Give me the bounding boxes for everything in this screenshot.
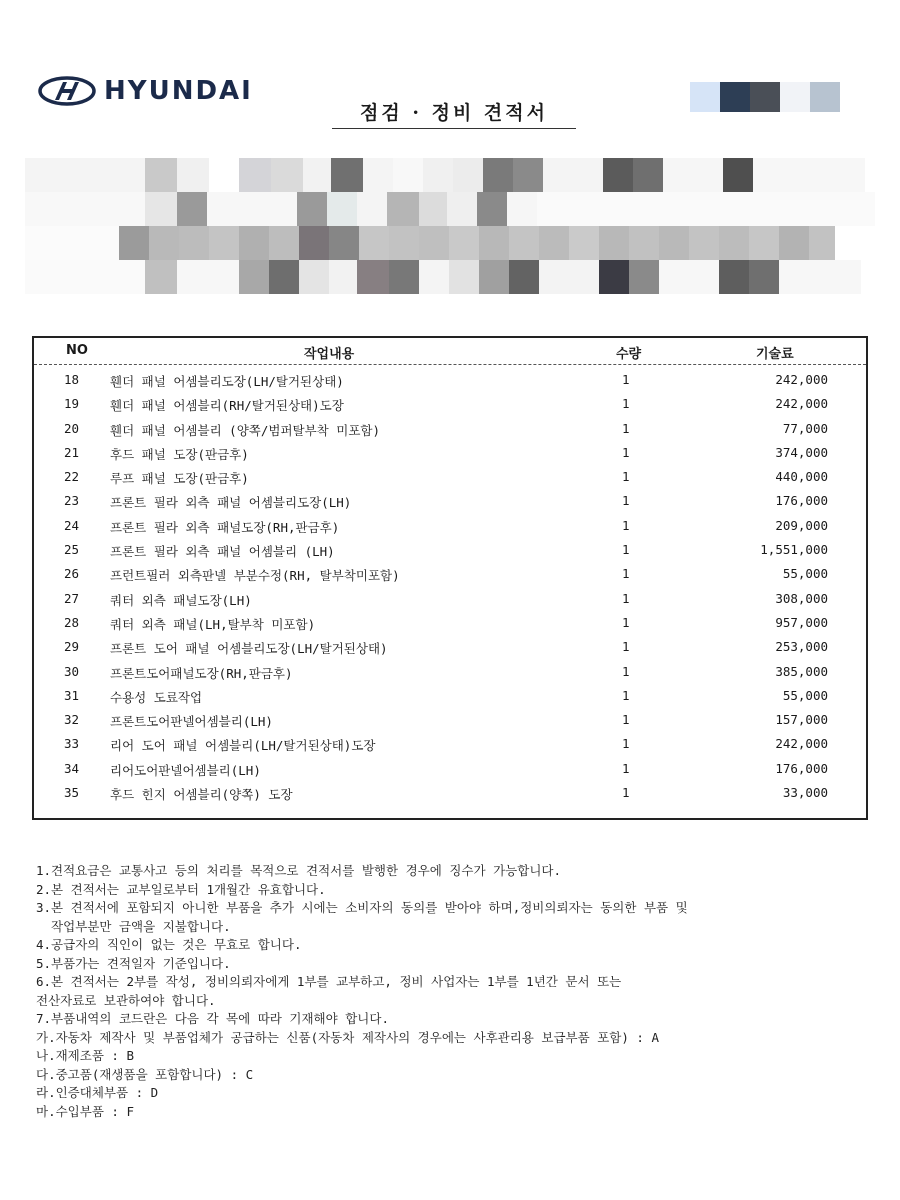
row-fee: 385,000: [775, 663, 828, 679]
row-quantity: 1: [622, 760, 630, 776]
table-row: [34, 708, 866, 732]
row-quantity: 1: [622, 444, 630, 460]
row-fee: 55,000: [782, 687, 828, 703]
row-no: 32: [64, 712, 80, 728]
table-row: [34, 732, 866, 756]
row-no: 25: [64, 542, 80, 558]
row-no: 18: [64, 372, 80, 387]
row-no: 35: [64, 785, 80, 801]
table-row: [34, 392, 866, 416]
row-quantity: 1: [622, 372, 630, 387]
row-description: 후드 힌지 어셈블리(양쪽) 도장: [110, 787, 293, 803]
row-description: 리어도어판넬어셈블리(LH): [110, 762, 261, 778]
note-line: 7.부품내역의 코드란은 다음 각 목에 따라 기재해야 합니다.: [36, 1011, 389, 1026]
row-quantity: 1: [622, 736, 630, 752]
row-no: 23: [64, 493, 80, 509]
row-description: 쿼터 외측 패널(LH,탈부착 미포함): [110, 616, 316, 632]
row-quantity: 1: [622, 687, 630, 703]
table-row: [34, 489, 866, 513]
row-description: 휀더 패널 어셈블리 (양쪽/범퍼탈부착 미포함): [110, 422, 381, 438]
hyundai-emblem-icon: [38, 76, 96, 106]
header-no: NO: [66, 343, 88, 358]
row-no: 33: [64, 736, 80, 752]
note-line: 라.인증대체부품 : D: [36, 1085, 159, 1100]
row-no: 34: [64, 760, 80, 776]
table-row: [34, 514, 866, 538]
row-fee: 242,000: [775, 372, 828, 387]
row-description: 프론트 필라 외측 패널 어셈블리 (LH): [110, 544, 335, 560]
redacted-corner: [690, 82, 870, 112]
note-line: 마.수입부품 : F: [36, 1103, 135, 1119]
note-line: 가.자동차 제작사 및 부품업체가 공급하는 신품(자동차 제작사의 경우에는 사후관리용 보급부품 포함) : A: [36, 1029, 660, 1045]
header-description: 작업내용: [304, 347, 355, 362]
table-row: [34, 441, 866, 465]
note-line: 작업부분만 금액을 지불합니다.: [36, 918, 231, 934]
work-table: [32, 336, 868, 820]
row-no: 31: [64, 687, 80, 703]
row-quantity: 1: [622, 614, 630, 630]
row-description: 후드 패널 도장(판금후): [110, 446, 249, 462]
table-row: [34, 684, 866, 708]
row-fee: 77,000: [782, 420, 828, 436]
row-description: 휀더 패널 어셈블리도장(LH/탈거된상태): [110, 374, 344, 389]
row-description: 프론트 도어 패널 어셈블리도장(LH/탈거된상태): [110, 641, 388, 657]
row-quantity: 1: [622, 785, 630, 801]
row-description: 프론트도어판넬어셈블리(LH): [110, 714, 273, 730]
row-no: 24: [64, 517, 80, 533]
table-row: [34, 635, 866, 659]
row-no: 27: [64, 590, 80, 606]
row-fee: 55,000: [782, 566, 828, 582]
row-fee: 242,000: [775, 396, 828, 412]
note-line: 3.본 견적서에 포함되지 아니한 부품을 추가 시에는 소비자의 동의를 받아야 하며,정비의뢰자는 동의한 부품 및: [36, 900, 688, 915]
table-row: [34, 757, 866, 781]
header-fee: 기술료: [756, 347, 794, 362]
row-quantity: 1: [622, 517, 630, 533]
row-fee: 440,000: [775, 469, 828, 485]
row-description: 쿼터 외측 패널도장(LH): [110, 592, 252, 608]
row-quantity: 1: [622, 542, 630, 558]
row-fee: 242,000: [775, 736, 828, 752]
row-no: 29: [64, 639, 80, 655]
row-quantity: 1: [622, 566, 630, 582]
row-quantity: 1: [622, 493, 630, 509]
row-fee: 1,551,000: [760, 542, 828, 558]
row-fee: 209,000: [775, 517, 828, 533]
brand-name: HYUNDAI: [104, 76, 253, 106]
row-no: 22: [64, 469, 80, 485]
row-no: 19: [64, 396, 80, 412]
row-description: 프론트 필라 외측 패널 어셈블리도장(LH): [110, 495, 352, 511]
row-description: 프론트 필라 외측 패널도장(RH,판금후): [110, 519, 340, 535]
table-row: [34, 562, 866, 586]
row-quantity: 1: [622, 396, 630, 412]
note-line: 5.부품가는 견적일자 기준입니다.: [36, 955, 231, 971]
row-no: 21: [64, 444, 80, 460]
row-quantity: 1: [622, 663, 630, 679]
row-fee: 176,000: [775, 760, 828, 776]
table-header: [34, 338, 866, 365]
header-quantity: 수량: [616, 347, 642, 362]
note-line: 2.본 견적서는 교부일로부터 1개월간 유효합니다.: [36, 881, 326, 897]
note-line: 전산자료로 보관하여야 합니다.: [36, 992, 216, 1008]
row-fee: 308,000: [775, 590, 828, 606]
note-line: 다.중고품(재생품을 포함합니다) : C: [36, 1066, 254, 1082]
table-row: [34, 660, 866, 684]
row-fee: 374,000: [775, 444, 828, 460]
row-no: 30: [64, 663, 80, 679]
note-line: 4.공급자의 직인이 없는 것은 무효로 합니다.: [36, 937, 302, 952]
row-description: 프런트필러 외측판넬 부분수정(RH, 탈부착미포함): [110, 568, 400, 584]
terms-notes: [36, 862, 856, 1121]
note-line: 1.견적요금은 교통사고 등의 처리를 목적으로 견적서를 발행한 경우에 징수가 가능합니다.: [36, 863, 562, 878]
table-row: [34, 538, 866, 562]
row-fee: 253,000: [775, 639, 828, 655]
row-quantity: 1: [622, 590, 630, 606]
row-no: 28: [64, 614, 80, 630]
note-line: 나.재제조품 : B: [36, 1048, 135, 1063]
row-quantity: 1: [622, 420, 630, 436]
row-fee: 157,000: [775, 712, 828, 728]
row-description: 휀더 패널 어셈블리(RH/탈거된상태)도장: [110, 398, 344, 414]
table-row: [34, 368, 866, 392]
note-line: 6.본 견적서는 2부를 작성, 정비의뢰자에게 1부를 교부하고, 정비 사업자는 1부를 1년간 문서 또는: [36, 974, 622, 989]
row-fee: 176,000: [775, 493, 828, 509]
row-no: 20: [64, 420, 80, 436]
redacted-info: [25, 146, 875, 300]
table-row: [34, 781, 866, 805]
row-description: 프론트도어패널도장(RH,판금후): [110, 665, 293, 681]
row-description: 리어 도어 패널 어셈블리(LH/탈거된상태)도장: [110, 738, 376, 754]
table-row: [34, 587, 866, 611]
row-quantity: 1: [622, 639, 630, 655]
hyundai-logo: [38, 74, 258, 108]
table-body: [34, 368, 866, 805]
row-quantity: 1: [622, 712, 630, 728]
document-title: 점검 · 정비 견적서: [332, 98, 576, 129]
row-description: 수용성 도료작업: [110, 689, 203, 705]
table-row: [34, 465, 866, 489]
table-row: [34, 611, 866, 635]
row-quantity: 1: [622, 469, 630, 485]
table-row: [34, 417, 866, 441]
row-fee: 33,000: [782, 785, 828, 801]
row-fee: 957,000: [775, 614, 828, 630]
row-no: 26: [64, 566, 80, 582]
row-description: 루프 패널 도장(판금후): [110, 471, 249, 487]
